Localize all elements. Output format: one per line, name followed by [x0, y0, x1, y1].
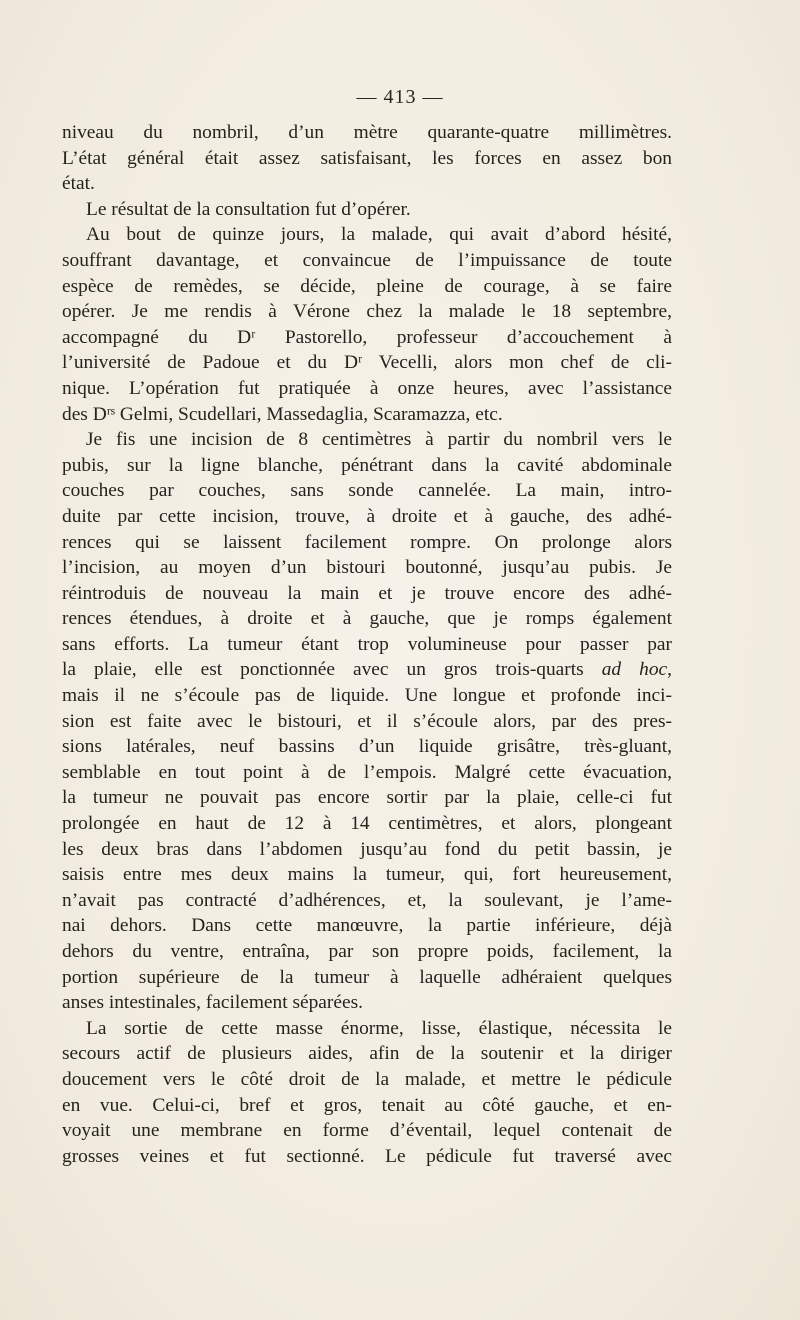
- text-line: rences étendues, à droite et à gauche, que je romps également: [62, 608, 672, 630]
- text-line: semblable en tout point à de l’empois. Malgré cette évacuation,: [62, 761, 672, 783]
- text-line: La sortie de cette masse énorme, lisse, élastique, nécessita le: [86, 1017, 672, 1039]
- text-line: sans efforts. La tumeur étant trop volumineuse pour passer par: [62, 633, 672, 655]
- text-line: dehors du ventre, entraîna, par son propre poids, facilement, la: [62, 941, 672, 962]
- body-text: [62, 120, 672, 1169]
- text-line: espèce de remèdes, se décide, pleine de courage, à se faire: [62, 275, 672, 297]
- text-line: rences qui se laissent facilement rompre. On prolonge alors: [62, 531, 672, 553]
- text-line: secours actif de plusieurs aides, afin de la soutenir et la diriger: [62, 1043, 672, 1065]
- text-line: nai dehors. Dans cette manœuvre, la partie inférieure, déjà: [62, 915, 672, 937]
- text-line: en vue. Celui-ci, bref et gros, tenait au côté gauche, et en-: [62, 1094, 672, 1116]
- text-line: l’incision, au moyen d’un bistouri boutonné, jusqu’au pubis. Je: [62, 557, 672, 579]
- text-line: la plaie, elle est ponctionnée avec un gros trois-quarts ad hoc,: [62, 659, 672, 681]
- text-line: anses intestinales, facilement séparées.: [62, 992, 363, 1014]
- text-line: portion supérieure de la tumeur à laquelle adhéraient quelques: [62, 966, 672, 988]
- text-line: doucement vers le côté droit de la malade, et mettre le pédicule: [62, 1068, 672, 1090]
- text-line: saisis entre mes deux mains la tumeur, qui, fort heureusement,: [62, 864, 672, 886]
- text-line: les deux bras dans l’abdomen jusqu’au fond du petit bassin, je: [62, 838, 672, 860]
- text-line: pubis, sur la ligne blanche, pénétrant dans la cavité abdominale: [62, 454, 672, 476]
- text-line: sion est faite avec le bistouri, et il s’écoule alors, par des pres-: [62, 710, 672, 732]
- text-line: nique. L’opération fut pratiquée à onze heures, avec l’assistance: [62, 377, 672, 399]
- text-line: grosses veines et fut sectionné. Le pédicule fut traversé avec: [62, 1145, 672, 1167]
- text-line: réintroduis de nouveau la main et je trouve encore des adhé-: [62, 582, 672, 604]
- italic-phrase: ad hoc: [601, 659, 668, 681]
- text-line: opérer. Je me rendis à Vérone chez la malade le 18 septembre,: [62, 301, 672, 323]
- text-line: n’avait pas contracté d’adhérences, et, la soulevant, je l’ame-: [62, 889, 672, 911]
- text-line: mais il ne s’écoule pas de liquide. Une longue et profonde inci-: [62, 685, 672, 707]
- page-number: — 413 —: [356, 86, 444, 108]
- text-line: niveau du nombril, d’un mètre quarante-quatre millimètres.: [62, 122, 672, 143]
- text-line: la tumeur ne pouvait pas encore sortir par la plaie, celle-ci fut: [62, 787, 672, 809]
- text-line: Au bout de quinze jours, la malade, qui avait d’abord hésité,: [86, 224, 672, 246]
- text-line: voyait une membrane en forme d’éventail, lequel contenait de: [62, 1120, 672, 1142]
- text-line: des Dʳˢ Gelmi, Scudellari, Massedaglia, Scaramazza, etc.: [62, 403, 503, 425]
- text-line: accompagné du Dʳ Pastorello, professeur d’accouchement à: [62, 326, 672, 348]
- text-line: l’université de Padoue et du Dʳ Vecelli, alors mon chef de cli-: [62, 352, 672, 374]
- text-line: Je fis une incision de 8 centimètres à partir du nombril vers le: [86, 429, 672, 451]
- text-line: état.: [62, 173, 95, 195]
- text-line: couches par couches, sans sonde cannelée. La main, intro-: [62, 480, 672, 502]
- text-line: duite par cette incision, trouve, à droite et à gauche, des adhé-: [62, 505, 672, 527]
- text-line: souffrant davantage, et convaincue de l’impuissance de toute: [62, 249, 672, 271]
- text-line: prolongée en haut de 12 à 14 centimètres, et alors, plongeant: [62, 813, 672, 835]
- text-line: sions latérales, neuf bassins d’un liquide grisâtre, très-gluant,: [62, 736, 672, 758]
- text-line: L’état général était assez satisfaisant, les forces en assez bon: [62, 147, 672, 169]
- text-line: Le résultat de la consultation fut d’opérer.: [86, 198, 411, 220]
